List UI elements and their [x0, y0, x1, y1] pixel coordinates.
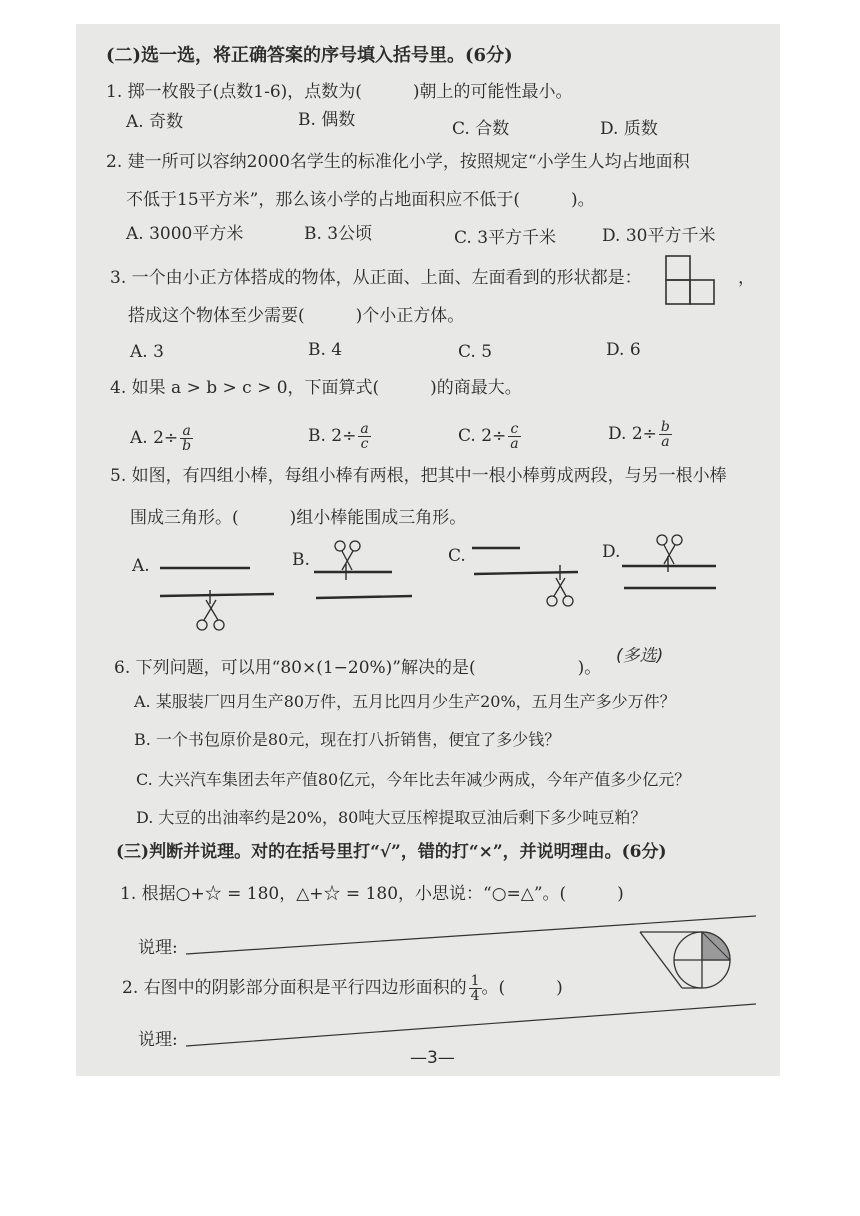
q5-option-b-label: B. — [292, 550, 310, 570]
q5-stem-line2: 围成三角形。( )组小棒能围成三角形。 — [130, 508, 467, 528]
s3-q2-frac-numerator: 1 — [470, 973, 480, 989]
q6-option-d: D. 大豆的出油率约是20%，80吨大豆压榨提取豆油后剩下多少吨豆粕？ — [136, 808, 647, 827]
q5-option-d-label: D. — [602, 542, 621, 562]
s3-q2-stem — [122, 968, 563, 1008]
q2-option-c: C. 3平方千米 — [454, 228, 557, 248]
q4-c-denominator: a — [510, 436, 519, 452]
q2-option-b: B. 3公顷 — [304, 224, 373, 244]
s3-q1-stem: 1. 根据○+☆ = 180，△+☆ = 180，小思说：“○=△”。( ) — [120, 884, 624, 904]
q1-option-c: C. 合数 — [452, 119, 510, 139]
q4-d-denominator: a — [661, 434, 670, 450]
q4-a-denominator: b — [182, 438, 192, 454]
q6-option-c: C. 大兴汽车集团去年产值80亿元，今年比去年减少两成，今年产值多少亿元？ — [136, 770, 691, 789]
q4-b-denominator: c — [360, 436, 369, 452]
s3-q2-answer-line — [186, 1004, 756, 1046]
q6-multi-select-note: (多选) — [616, 646, 664, 666]
s3-q2-frac-denominator: 4 — [470, 988, 480, 1004]
q4-stem: 4. 如果 a > b > c > 0，下面算式( )的商最大。 — [110, 378, 522, 398]
q4-b-prefix: B. 2÷ — [308, 426, 357, 446]
q3-stem-line1: 3. 一个由小正方体搭成的物体，从正面、上面、左面看到的形状都是： — [110, 268, 642, 288]
q6-option-b: B. 一个书包原价是80元，现在打八折销售，便宜了多少钱？ — [134, 730, 561, 749]
page-number: —3— — [410, 1048, 455, 1068]
s3-q2-explain-label: 说理: — [138, 1030, 178, 1050]
q3-option-b: B. 4 — [308, 340, 343, 360]
q2-stem-line1: 2. 建一所可以容纳2000名学生的标准化小学，按照规定“小学生人均占地面积 — [106, 152, 690, 172]
q5-option-c-label: C. — [448, 546, 466, 566]
q3-option-d: D. 6 — [606, 340, 641, 360]
parallelogram-circle-figure — [636, 926, 746, 996]
s3-q2-stem-prefix: 2. 右图中的阴影部分面积是平行四边形面积的 — [122, 978, 467, 998]
q3-stem-line2: 搭成这个物体至少需要( )个小正方体。 — [128, 306, 465, 326]
q5-stem-line1: 5. 如图，有四组小棒，每组小棒有两根，把其中一根小棒剪成两段，与另一根小棒 — [110, 466, 727, 486]
q2-option-a: A. 3000平方米 — [126, 224, 244, 244]
q1-stem: 1. 掷一枚骰子(点数1-6)，点数为( )朝上的可能性最小。 — [106, 82, 573, 102]
q4-a-numerator: a — [180, 424, 193, 439]
q4-d-prefix: D. 2÷ — [608, 424, 657, 444]
q4-b-numerator: a — [360, 421, 369, 437]
worksheet-page — [76, 24, 780, 1076]
q4-a-prefix: A. 2÷ — [130, 428, 179, 448]
s3-q1-explain-label: 说理: — [138, 938, 178, 958]
q3-comma: ， — [738, 268, 755, 288]
q5-option-a-label: A. — [132, 556, 150, 576]
q2-stem-line2: 不低于15平方米”，那么该小学的占地面积应不低于( )。 — [126, 190, 595, 210]
s3-q2-stem-suffix: 。( ) — [481, 978, 563, 998]
q3-option-c: C. 5 — [458, 342, 493, 362]
q1-option-d: D. 质数 — [600, 119, 658, 139]
q3-option-a: A. 3 — [130, 342, 164, 362]
section3-heading: (三)判断并说理。对的在括号里打“√”，错的打“×”，并说明理由。(6分) — [116, 842, 667, 862]
q4-d-numerator: b — [660, 419, 670, 435]
section2-heading: (二)选一选，将正确答案的序号填入括号里。(6分) — [106, 45, 513, 66]
q1-option-b: B. 偶数 — [298, 110, 356, 130]
q6-option-a: A. 某服装厂四月生产80万件，五月比四月少生产20%，五月生产多少万件？ — [134, 692, 676, 711]
q1-option-a: A. 奇数 — [126, 112, 184, 132]
q4-c-numerator: c — [508, 422, 520, 437]
q2-option-d: D. 30平方千米 — [602, 226, 716, 246]
q6-stem: 6. 下列问题，可以用“80×(1−20%)”解决的是( )。 — [114, 658, 602, 678]
q4-c-prefix: C. 2÷ — [458, 426, 507, 446]
answer-lines — [76, 24, 780, 1076]
